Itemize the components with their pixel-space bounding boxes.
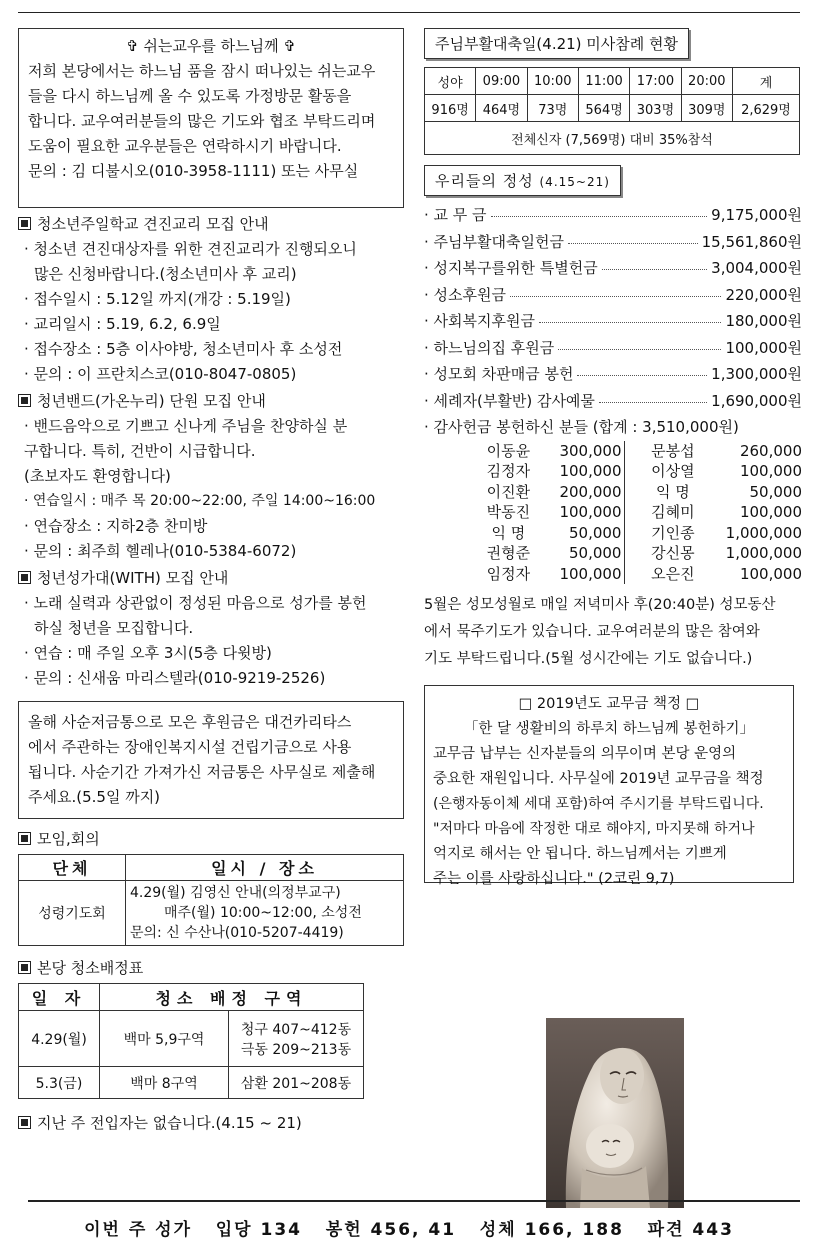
list-item: · 연습일시 : 매주 목 20:00~22:00, 주일 14:00~16:00	[24, 493, 376, 509]
donor-row: 익 명 50,000 기인종 1,000,000	[491, 523, 802, 542]
mass-value: 916명	[425, 95, 476, 122]
offering-row: · 주님부활대축일헌금 15,561,860원	[424, 229, 802, 256]
offering-row: · 성지복구를위한 특별헌금 3,004,000원	[424, 255, 802, 282]
offerings-list	[424, 202, 802, 441]
cleaning-table	[18, 983, 364, 1099]
donor-row: 박동진 100,000 김혜미 100,000	[486, 503, 802, 521]
square-bullet-icon	[18, 571, 31, 584]
left-column	[18, 28, 404, 1136]
lent-savings-box	[18, 701, 404, 819]
easter-mass-table	[424, 67, 800, 155]
easter-mass-title: 주님부활대축일(4.21) 미사참례 현황	[424, 28, 689, 59]
bottom-rule	[28, 1200, 800, 1202]
choir-title: 청년성가대(WITH) 모집 안내	[18, 566, 404, 591]
mass-header: 20:00	[681, 68, 732, 95]
tithe-box	[424, 685, 794, 887]
meeting-details	[126, 881, 404, 946]
lent-box-line: 됩니다. 사순기간 가져가신 저금통은 사무실로 제출해	[28, 763, 376, 781]
rest-box-title: ✞ 쉬는교우를 하느님께 ✞	[126, 37, 296, 55]
offering-row: · 사회복지후원금 180,000원	[424, 308, 802, 335]
list-item: · 연습 : 매 주일 오후 3시(5층 다윗방)	[24, 644, 272, 662]
rosary-line: 기도 부탁드립니다.(5월 성시간에는 기도 없습니다.)	[424, 651, 753, 667]
tithe-line: 교무금 납부는 신자분들의 의무이며 본당 운영의	[433, 746, 737, 762]
rest-box-line: 문의 : 김 디불시오(010-3958-1111) 또는 사무실	[28, 162, 359, 180]
weekly-hymns-footer: 이번 주 성가 입당 134 봉헌 456, 41 성체 166, 188 파견 443	[84, 1220, 734, 1240]
mass-header: 09:00	[476, 68, 527, 95]
tithe-title: □ 2019년도 교무금 책정 □	[518, 696, 700, 712]
donor-row: 김정자 100,000 이상열 100,000	[486, 462, 802, 480]
meeting-group: 성령기도회	[19, 881, 126, 946]
mass-header: 성야	[425, 68, 476, 95]
offering-row: · 하느님의집 후원금 100,000원	[424, 335, 802, 362]
list-item: · 노래 실력과 상관없이 정성된 마음으로 성가를 봉헌	[24, 594, 367, 612]
square-bullet-icon	[18, 961, 31, 974]
meetings-header: 단체	[19, 855, 126, 881]
madonna-statue-image	[546, 1018, 684, 1208]
list-item: · 문의 : 이 프란치스코(010-8047-0805)	[24, 365, 297, 383]
mass-header: 계	[732, 68, 799, 95]
rest-parishioner-box	[18, 28, 404, 208]
donor-row: 권형준 50,000 강신몽 1,000,000	[486, 544, 802, 562]
tithe-line: (은행자동이체 세대 포함)하여 주시기를 부탁드립니다.	[433, 796, 764, 812]
tithe-line: 억지로 해서는 안 됩니다. 하느님께서는 기쁘게	[433, 846, 727, 862]
mass-value: 309명	[681, 95, 732, 122]
square-bullet-icon	[18, 394, 31, 407]
donor-row: 이진환 200,000 익 명 50,000	[486, 482, 802, 501]
mass-header: 17:00	[630, 68, 681, 95]
mass-header: 11:00	[578, 68, 629, 95]
offering-row: · 교 무 금 9,175,000원	[424, 202, 802, 229]
meetings-table	[18, 854, 404, 946]
rest-box-line: 저희 본당에서는 하느님 품을 잠시 떠나있는 쉬는교우	[28, 62, 376, 80]
cleaning-header: 일 자	[19, 984, 100, 1011]
square-bullet-icon	[18, 832, 31, 845]
lent-box-line: 에서 주관하는 장애인복지시설 건립기금으로 사용	[28, 738, 352, 756]
donor-row: 이동윤 300,000 문봉섭 260,000	[486, 441, 802, 460]
list-item: · 문의 : 신새움 마리스텔라(010-9219-2526)	[24, 669, 326, 687]
list-item: 많은 신청바랍니다.(청소년미사 후 교리)	[34, 265, 297, 283]
meeting-line: 매주(월) 10:00~12:00, 소성전	[164, 905, 362, 921]
meeting-line: 4.29(월) 김영신 안내(의정부교구)	[130, 885, 341, 901]
tithe-line: 중요한 재원입니다. 사무실에 2019년 교무금을 책정	[433, 771, 764, 787]
tithe-line: "저마다 마음에 작정한 대로 해야지, 마지못해 하거나	[433, 821, 755, 837]
list-item: 구합니다. 특히, 건반이 시급합니다.	[24, 442, 256, 460]
list-item: · 접수장소 : 5층 이사야방, 청소년미사 후 소성전	[24, 340, 343, 358]
list-item: · 청소년 견진대상자를 위한 견진교리가 진행되오니	[24, 240, 357, 258]
lent-box-line: 주세요.(5.5일 까지)	[28, 788, 161, 806]
youth-confirmation-title: 청소년주일학교 견진교리 모집 안내	[18, 212, 404, 237]
list-item: · 연습장소 : 지하2층 찬미방	[24, 517, 208, 535]
mass-header: 10:00	[527, 68, 578, 95]
mass-value: 2,629명	[732, 95, 799, 122]
mass-value: 303명	[630, 95, 681, 122]
rest-box-line: 합니다. 교우여러분들의 많은 기도와 협조 부탁드리며	[28, 112, 376, 130]
rest-box-line: 들을 다시 하느님께 올 수 있도록 가정방문 활동을	[28, 87, 352, 105]
donor-row: 임정자 100,000 오은진 100,000	[486, 564, 802, 583]
cleaning-areas	[229, 1011, 364, 1067]
cleaning-header: 청소 배정 구역	[100, 984, 364, 1011]
square-bullet-icon	[18, 1116, 31, 1129]
square-bullet-icon	[18, 217, 31, 230]
cleaning-zone: 백마 5,9구역	[100, 1011, 229, 1067]
cleaning-date: 5.3(금)	[19, 1067, 100, 1099]
rest-box-line: 도움이 필요한 교우분들은 연락하시기 바랍니다.	[28, 137, 342, 155]
mass-summary: 전체신자 (7,569명) 대비 35%참석	[425, 122, 800, 155]
tithe-line: 주는 이를 사랑하십니다." (2코린 9,7)	[433, 871, 675, 887]
offerings-title: 우리들의 정성 (4.15~21)	[424, 165, 621, 196]
cleaning-area: 청구 407~412동	[240, 1021, 352, 1038]
donors-table	[468, 441, 802, 585]
mass-value: 564명	[578, 95, 629, 122]
cleaning-date: 4.29(월)	[19, 1011, 100, 1067]
meetings-header: 일시 / 장소	[126, 855, 404, 881]
offering-row: · 성모회 차판매금 봉헌 1,300,000원	[424, 361, 802, 388]
lent-box-line: 올해 사순저금통으로 모은 후원금은 대건카리타스	[28, 713, 352, 731]
meetings-title: 모임,회의	[18, 827, 404, 852]
band-title: 청년밴드(가온누리) 단원 모집 안내	[18, 389, 404, 414]
mass-value: 464명	[476, 95, 527, 122]
offering-row: · 성소후원금 220,000원	[424, 282, 802, 309]
mass-value: 73명	[527, 95, 578, 122]
tithe-subtitle: 「한 달 생활비의 하루치 하느님께 봉헌하기」	[463, 721, 755, 737]
rosary-notice	[424, 592, 802, 673]
thanks-offering-title: · 감사헌금 봉헌하신 분들 (합계 : 3,510,000원)	[424, 418, 739, 436]
rosary-line: 에서 묵주기도가 있습니다. 교우여러분의 많은 참여와	[424, 624, 760, 640]
top-rule	[18, 12, 800, 13]
rosary-line: 5월은 성모성월로 매일 저녁미사 후(20:40분) 성모동산	[424, 597, 776, 613]
newcomers-notice: 지난 주 전입자는 없습니다.(4.15 ~ 21)	[18, 1111, 404, 1136]
list-item: 하실 청년을 모집합니다.	[34, 619, 194, 637]
list-item: · 밴드음악으로 기쁘고 신나게 주님을 찬양하실 분	[24, 417, 348, 435]
meeting-line: 문의: 신 수산나(010-5207-4419)	[130, 925, 344, 941]
offering-row: · 세례자(부활반) 감사예물 1,690,000원	[424, 388, 802, 415]
list-item: · 교리일시 : 5.19, 6.2, 6.9일	[24, 315, 221, 333]
cleaning-area: 삼환 201~208동	[229, 1067, 364, 1099]
list-item: · 접수일시 : 5.12일 까지(개강 : 5.19일)	[24, 290, 291, 308]
list-item: · 문의 : 최주희 헬레나(010-5384-6072)	[24, 542, 297, 560]
cleaning-zone: 백마 8구역	[100, 1067, 229, 1099]
right-column	[424, 28, 802, 887]
cleaning-area: 극동 209~213동	[240, 1041, 352, 1058]
list-item: (초보자도 환영합니다)	[24, 467, 171, 485]
cleaning-title: 본당 청소배정표	[18, 956, 404, 981]
